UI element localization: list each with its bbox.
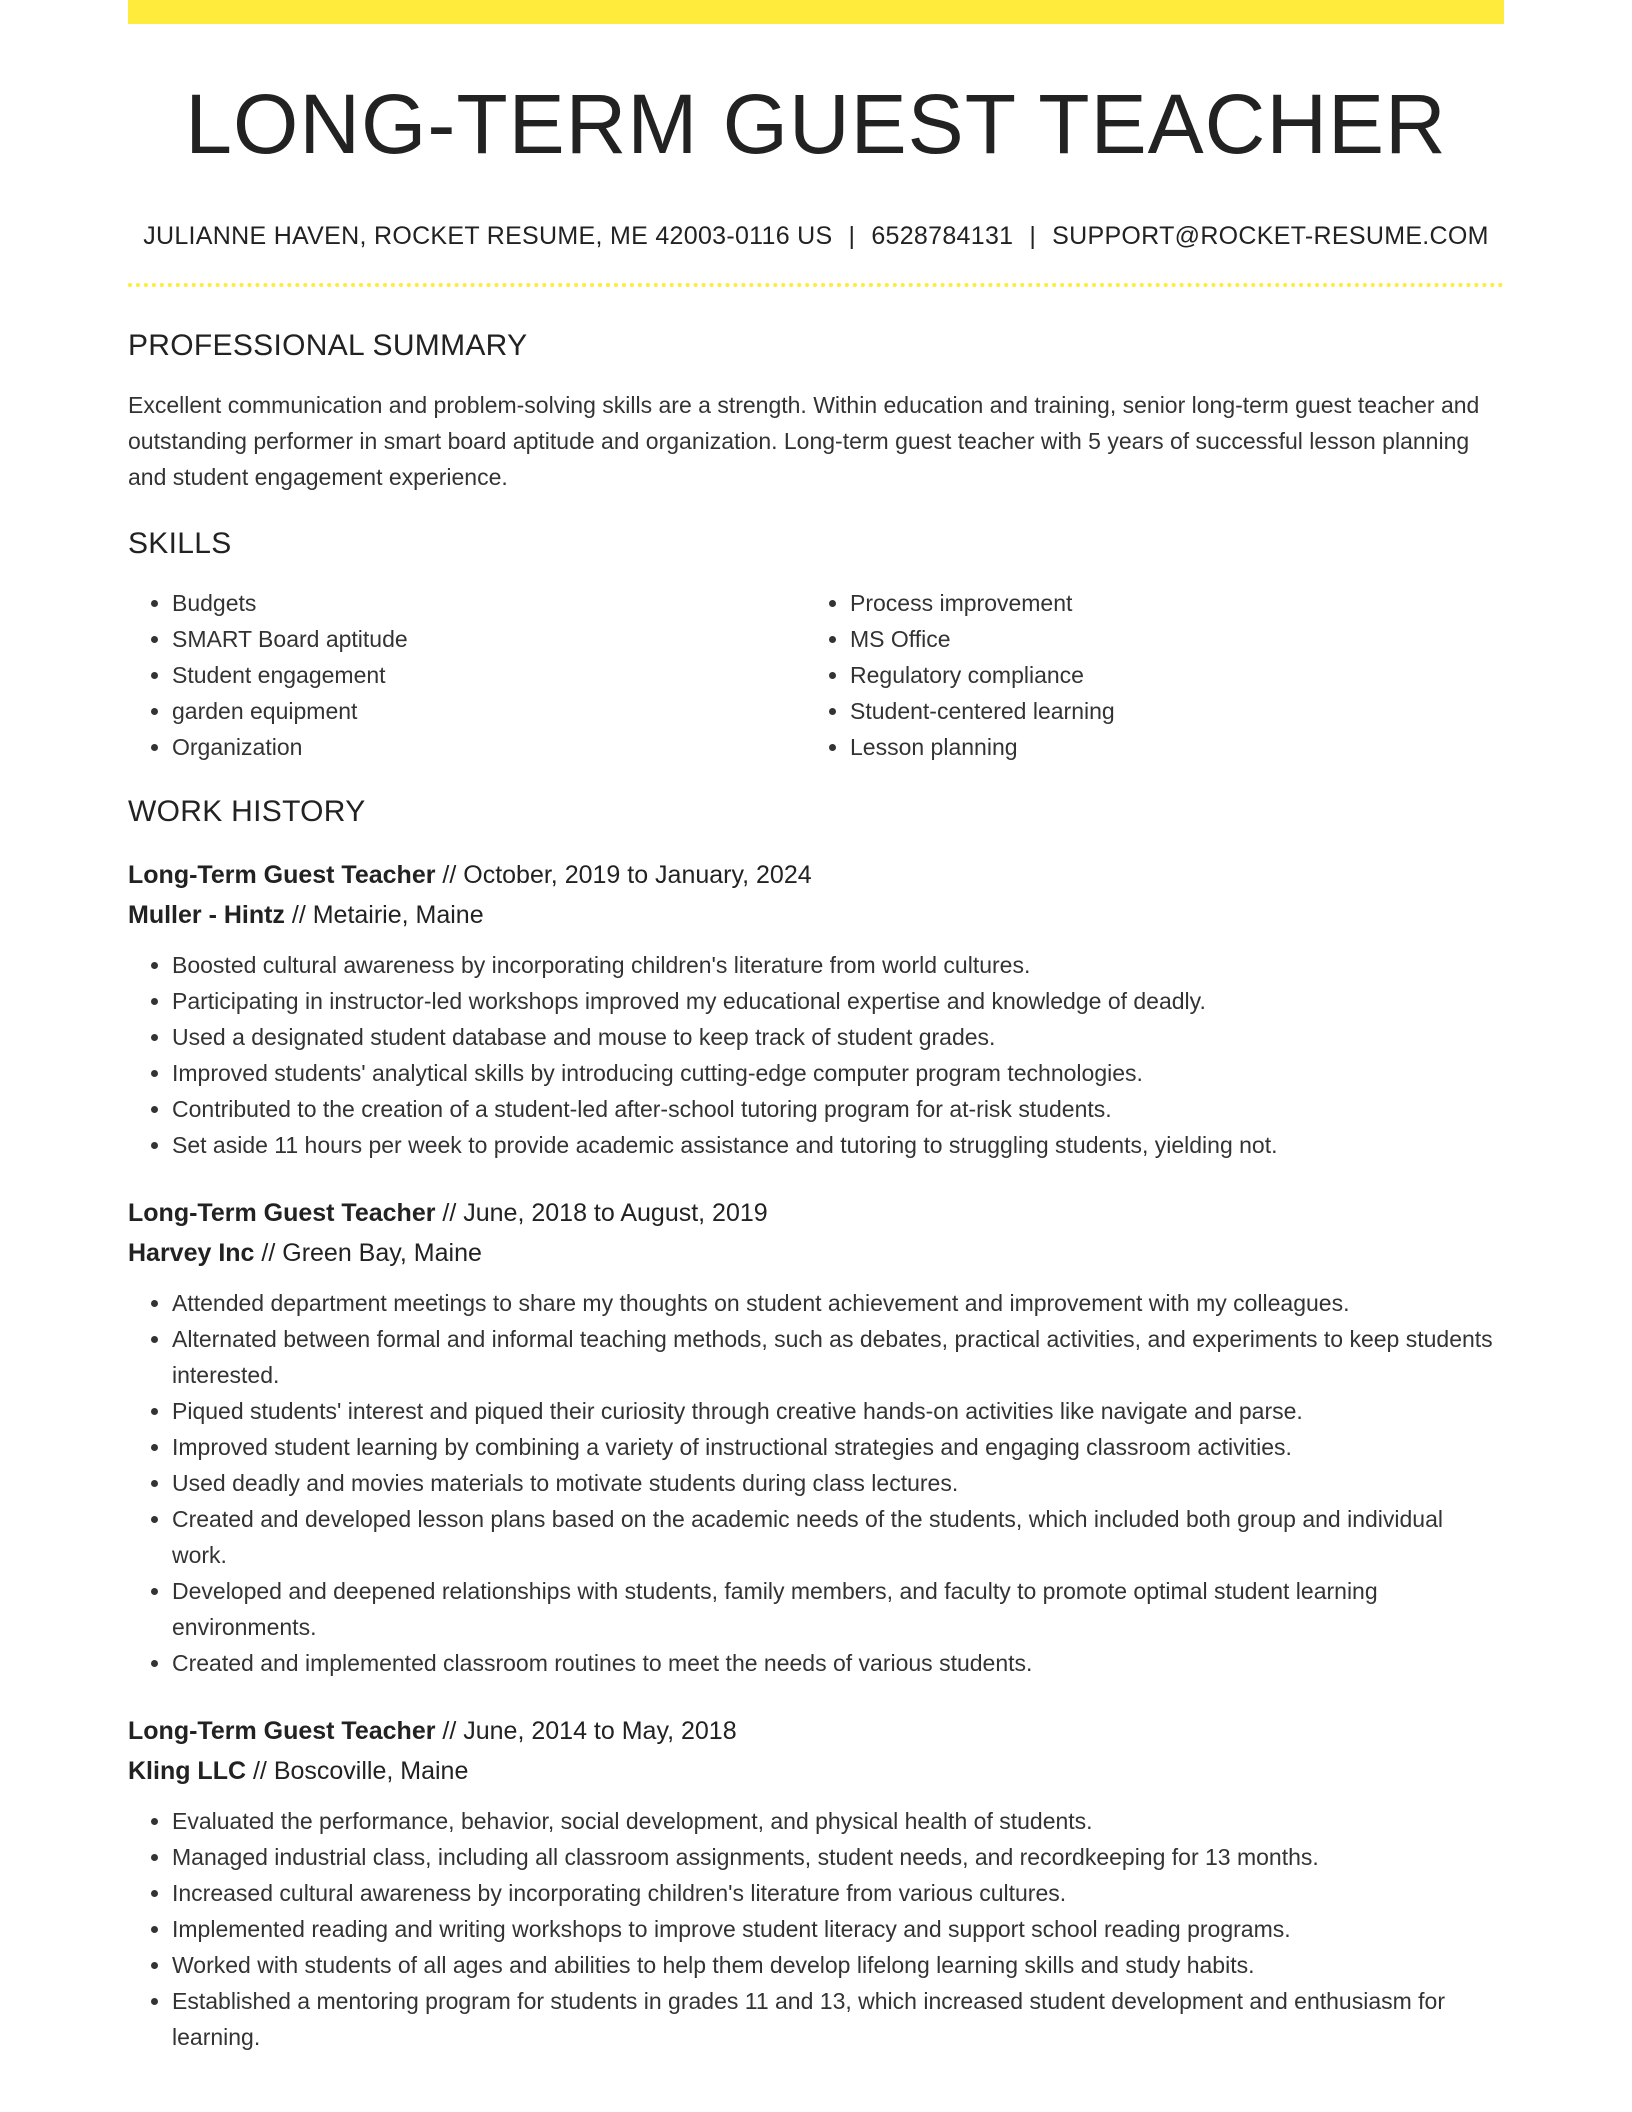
job-entry [128, 1193, 1504, 1681]
skills-column-right [806, 585, 1504, 765]
job-bullet: • Developed and deepened relationships with students, family members, and faculty to promote optimal student learning environments. [172, 1573, 1504, 1645]
skills-heading: SKILLS [128, 527, 232, 560]
job-company: Harvey Inc [128, 1239, 255, 1267]
skill-item: • SMART Board aptitude [172, 621, 806, 657]
job-dates: // October, 2019 to January, 2024 [435, 861, 812, 889]
job-bullet: • Attended department meetings to share my thoughts on student achievement and improvement with my colleagues. [172, 1285, 1504, 1321]
job-location: // Metairie, Maine [284, 901, 484, 929]
job-bullet: • Participating in instructor-led workshops improved my educational expertise and knowledge of deadly. [172, 983, 1504, 1019]
resume-title: LONG-TERM GUEST TEACHER [185, 77, 1447, 171]
contact-phone: 6528784131 [871, 222, 1014, 250]
job-bullet: • Improved students' analytical skills by introducing cutting-edge computer program technologies. [172, 1055, 1504, 1091]
job-bullet: • Piqued students' interest and piqued their curiosity through creative hands-on activities like navigate and parse. [172, 1393, 1504, 1429]
job-dates: // June, 2018 to August, 2019 [435, 1199, 768, 1227]
resume-page [128, 0, 1504, 2055]
job-bullet: • Set aside 11 hours per week to provide academic assistance and tutoring to struggling students, yielding not. [172, 1127, 1504, 1163]
job-bullet: • Evaluated the performance, behavior, social development, and physical health of students. [172, 1803, 1504, 1839]
accent-top-bar [128, 0, 1504, 24]
summary-heading: PROFESSIONAL SUMMARY [128, 329, 528, 362]
job-entry [128, 855, 1504, 1163]
skill-item: • Student-centered learning [850, 693, 1504, 729]
job-bullets [128, 1803, 1504, 2055]
job-bullet: • Established a mentoring program for students in grades 11 and 13, which increased student development and enthusiasm for learning. [172, 1983, 1504, 2055]
skill-item: • Regulatory compliance [850, 657, 1504, 693]
skills-list [128, 585, 1504, 765]
skill-item: • garden equipment [172, 693, 806, 729]
dotted-divider [128, 283, 1504, 287]
job-company-line [128, 1233, 1504, 1273]
job-company: Kling LLC [128, 1757, 247, 1785]
skills-column-left [128, 585, 806, 765]
skill-item: • Budgets [172, 585, 806, 621]
job-title: Long-Term Guest Teacher [128, 1717, 436, 1745]
skill-item: • Process improvement [850, 585, 1504, 621]
job-company-line [128, 895, 1504, 935]
summary-text: Excellent communication and problem-solving skills are a strength. Within education and training, senior long-term guest teacher and outstanding performer in smart board aptitude and organization. Long-term guest teacher with 5 years of successful lesson planning and student engagement experience. [128, 392, 1480, 490]
job-title-line [128, 1193, 1504, 1233]
job-bullet: • Used deadly and movies materials to motivate students during class lectures. [172, 1465, 1504, 1501]
job-bullet: • Created and developed lesson plans based on the academic needs of the students, which included both group and individual work. [172, 1501, 1504, 1573]
job-bullet: • Used a designated student database and mouse to keep track of student grades. [172, 1019, 1504, 1055]
contact-address: JULIANNE HAVEN, ROCKET RESUME, ME 42003-0116 US [143, 222, 833, 250]
job-bullet: • Created and implemented classroom routines to meet the needs of various students. [172, 1645, 1504, 1681]
job-title-line [128, 1711, 1504, 1751]
work-history-heading: WORK HISTORY [128, 795, 366, 828]
job-bullets [128, 947, 1504, 1163]
job-title: Long-Term Guest Teacher [128, 861, 436, 889]
contact-email: SUPPORT@ROCKET-RESUME.COM [1052, 222, 1489, 250]
job-location: // Green Bay, Maine [254, 1239, 482, 1267]
job-bullet: • Worked with students of all ages and abilities to help them develop lifelong learning skills and study habits. [172, 1947, 1504, 1983]
job-dates: // June, 2014 to May, 2018 [435, 1717, 737, 1745]
skill-item: • MS Office [850, 621, 1504, 657]
job-bullet: • Boosted cultural awareness by incorporating children's literature from world cultures. [172, 947, 1504, 983]
job-entry [128, 1711, 1504, 2055]
job-location: // Boscoville, Maine [246, 1757, 469, 1785]
skill-item: • Organization [172, 729, 806, 765]
job-bullet: • Implemented reading and writing workshops to improve student literacy and support school reading programs. [172, 1911, 1504, 1947]
contact-separator: | [1029, 222, 1037, 250]
job-bullet: • Improved student learning by combining a variety of instructional strategies and engaging classroom activities. [172, 1429, 1504, 1465]
job-bullet: • Alternated between formal and informal teaching methods, such as debates, practical activities, and experiments to keep students interested. [172, 1321, 1504, 1393]
job-bullet: • Managed industrial class, including all classroom assignments, student needs, and recordkeeping for 13 months. [172, 1839, 1504, 1875]
job-title: Long-Term Guest Teacher [128, 1199, 436, 1227]
contact-separator: | [848, 222, 856, 250]
skill-item: • Student engagement [172, 657, 806, 693]
job-company-line [128, 1751, 1504, 1791]
job-title-line [128, 855, 1504, 895]
skill-item: • Lesson planning [850, 729, 1504, 765]
job-bullet: • Increased cultural awareness by incorporating children's literature from various cultures. [172, 1875, 1504, 1911]
contact-line [128, 222, 1504, 251]
job-company: Muller - Hintz [128, 901, 285, 929]
job-bullets [128, 1285, 1504, 1681]
job-bullet: • Contributed to the creation of a student-led after-school tutoring program for at-risk students. [172, 1091, 1504, 1127]
